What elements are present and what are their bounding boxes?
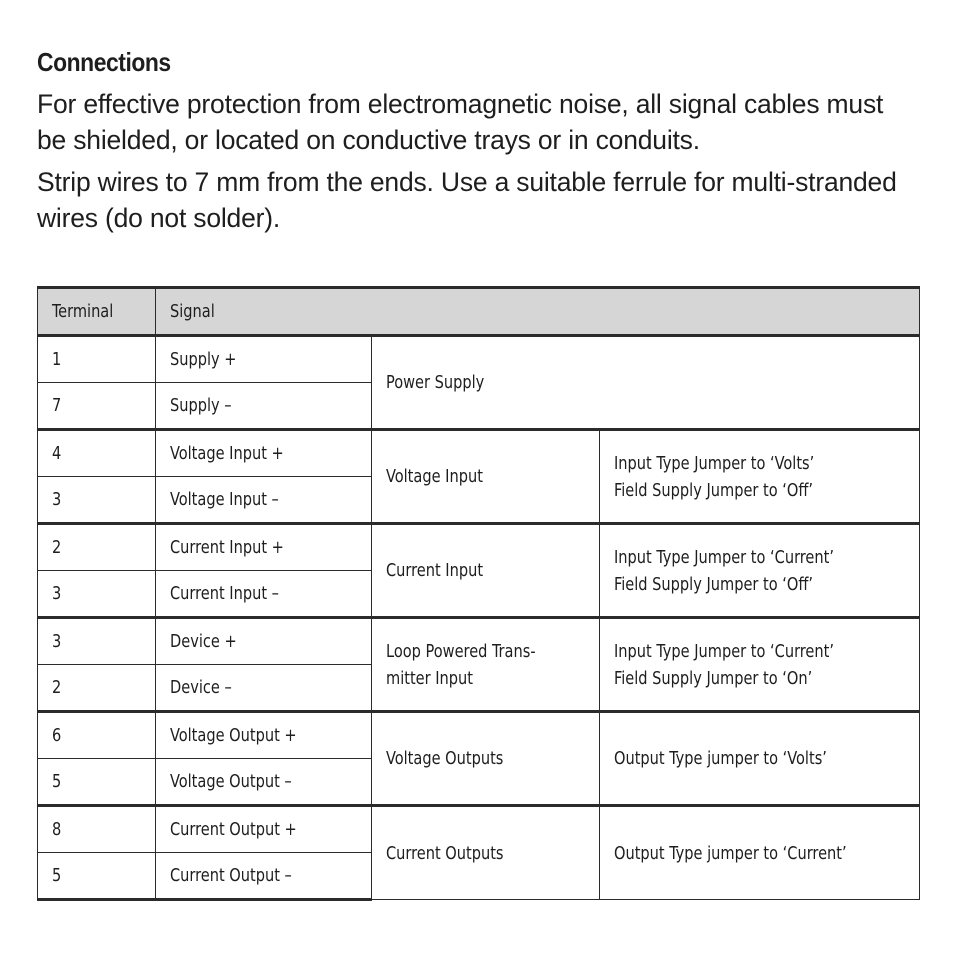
shielding-paragraph: For effective protection from electromagnetic noise, all signal cables must be shielded, or located on conductive trays or in conduits. [37, 89, 884, 155]
terminal-cell: 7 [38, 383, 156, 430]
signal-cell: Current Output + [156, 806, 372, 853]
jumper-note-cell: Input Type Jumper to ‘Volts’ Field Supply Jumper to ‘Off’ [600, 430, 920, 524]
wire-strip-paragraph: Strip wires to 7 mm from the ends. Use a suitable ferrule for multi-stranded wires (do not solder). [37, 167, 897, 233]
signal-cell: Voltage Input + [156, 430, 372, 477]
terminal-cell: 3 [38, 618, 156, 665]
header-terminal: Terminal [38, 288, 156, 336]
signal-cell: Voltage Input – [156, 477, 372, 524]
table-row [38, 806, 920, 853]
function-cell: Power Supply [372, 336, 920, 430]
function-cell: Current Outputs [372, 806, 600, 900]
signal-cell: Supply + [156, 336, 372, 383]
jumper-note-cell: Output Type jumper to ‘Current’ [600, 806, 920, 900]
function-cell: Current Input [372, 524, 600, 618]
function-cell: Voltage Outputs [372, 712, 600, 806]
header-signal: Signal [156, 288, 920, 336]
terminal-cell: 5 [38, 853, 156, 900]
terminal-cell: 6 [38, 712, 156, 759]
terminal-cell: 2 [38, 665, 156, 712]
jumper-note-cell: Input Type Jumper to ‘Current’ Field Supply Jumper to ‘On’ [600, 618, 920, 712]
signal-cell: Supply – [156, 383, 372, 430]
terminal-cell: 1 [38, 336, 156, 383]
terminal-cell: 3 [38, 571, 156, 618]
table-row [38, 336, 920, 383]
signal-cell: Device – [156, 665, 372, 712]
terminal-cell: 2 [38, 524, 156, 571]
section-heading: Connections [37, 47, 171, 77]
connections-section [37, 42, 919, 236]
signal-cell: Current Input – [156, 571, 372, 618]
function-cell: Voltage Input [372, 430, 600, 524]
table-row [38, 430, 920, 477]
jumper-note-cell: Output Type jumper to ‘Volts’ [600, 712, 920, 806]
signal-cell: Device + [156, 618, 372, 665]
terminal-cell: 8 [38, 806, 156, 853]
table-row [38, 618, 920, 665]
table-header-row [38, 288, 920, 336]
table-row [38, 712, 920, 759]
signal-cell: Voltage Output + [156, 712, 372, 759]
signal-cell: Current Output – [156, 853, 372, 900]
jumper-note-cell: Input Type Jumper to ‘Current’ Field Supply Jumper to ‘Off’ [600, 524, 920, 618]
signal-cell: Current Input + [156, 524, 372, 571]
connections-table [37, 286, 920, 901]
function-cell: Loop Powered Trans- mitter Input [372, 618, 600, 712]
terminal-cell: 5 [38, 759, 156, 806]
terminal-cell: 4 [38, 430, 156, 477]
table-row [38, 524, 920, 571]
terminal-cell: 3 [38, 477, 156, 524]
signal-cell: Voltage Output – [156, 759, 372, 806]
